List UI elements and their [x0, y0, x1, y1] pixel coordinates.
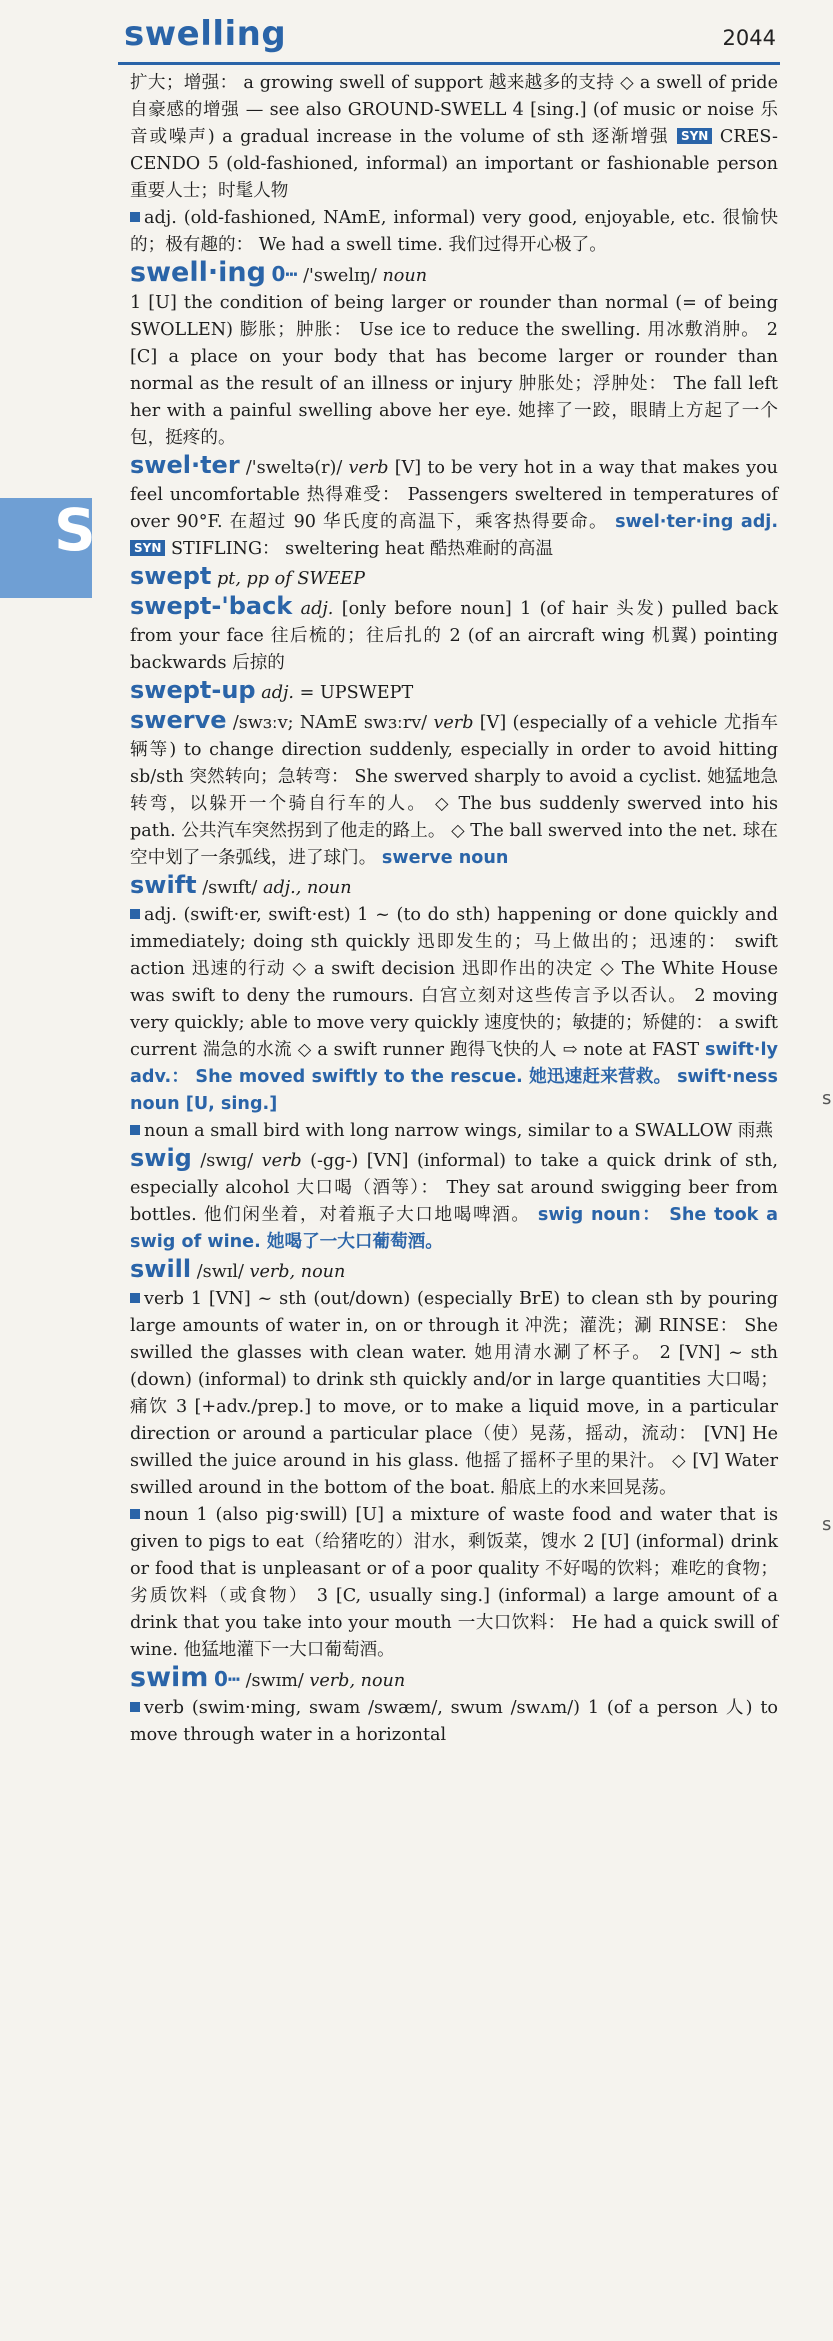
margin-mark: s — [822, 1088, 832, 1109]
entry-swift-noun — [130, 1118, 778, 1145]
entry-swill — [130, 1256, 778, 1286]
syn-label: SYN — [677, 128, 712, 144]
derived-form: swig noun： She took a swig of wine. 她喝了一大口葡萄酒。 — [130, 1205, 779, 1252]
entry-swift — [130, 872, 778, 902]
entry-swift-adj — [130, 902, 778, 1118]
entry-text: 1 [U] the condition of being larger or rounder than normal (= of being SWOLLEN) 膨胀；肿胀： Use ice to reduce the swelling. 用冰敷消肿。 2 [C] a place on your body that has become larger or rounder than normal as the result of an illness or injury 肿胀处；浮肿处： The fall left her with a painful swelling above her eye. 她摔了一跤，眼睛上方起了一个包，挺疼的。 — [130, 293, 778, 448]
headword: swept — [130, 562, 212, 590]
page-header — [118, 6, 780, 65]
sense-bullet — [130, 1702, 140, 1712]
key-icon: 0┅ — [271, 262, 298, 286]
entry-swept — [130, 563, 778, 593]
entry-text: verb 1 [VN] ~ sth (out/down) (especially BrE) to clean sth by pouring large amounts of water in, on or through it 冲洗；灌洗；涮 RINSE： She swilled the glasses with clean water. 她用清水涮了杯子。 2 [VN] ~ sth (down) (informal) to drink sth quickly and/or in large quantities 大口喝；痛饮 3 [+adv./prep.] to move, or to make a liquid move, in a particular direction or around a particular place（使）晃荡，摇动，流动： [VN] He swilled the juice around in his glass. 他摇了摇杯子里的果汁。 ◇ [V] Water swilled around in the bottom of the boat. 船底上的水来回晃荡。 — [130, 1289, 778, 1498]
entry-text: adj. (swift·er, swift·est) 1 ~ (to do sth) happening or done quickly and immediately; doing sth quickly 迅即发生的；马上做出的；迅速的： swift action 迅速的行动 ◇ a swift decision 迅即作出的决定 ◇ The White House was swift to deny the rumours. 白宫立刻对这些传言予以否认。 2 moving very quickly; able to move very quickly 速度快的；敏捷的；矫健的： a swift current 湍急的水流 ◇ a swift runner 跑得飞快的人 ⇨ note at FAST — [130, 905, 778, 1060]
thumb-index-letter: S — [54, 496, 96, 564]
entry-text: [V] (especially of a vehicle 尤指车辆等) to change direction suddenly, especially in order to avoid hitting sb/sth 突然转向；急转弯： She swerved sharply to avoid a cyclist. 她猛地急转弯，以躲开一个骑自行车的人。 ◇ The bus suddenly swerved into his path. 公共汽车突然拐到了他走的路上。 ◇ The ball swerved into the net. 球在空中划了一条弧线，进了球门。 — [130, 713, 779, 868]
part-of-speech: adj. — [300, 599, 334, 619]
entry-text: = UPSWEPT — [299, 683, 414, 703]
part-of-speech: verb, noun — [309, 1671, 406, 1691]
derived-form: swel·ter·ing adj. — [615, 512, 779, 532]
key-icon: 0┅ — [214, 1667, 240, 1691]
derived-form: swift·ly adv.： She moved swiftly to the rescue. 她迅速赶来营救。 — [130, 1040, 778, 1087]
entry-swelling-body — [130, 290, 778, 452]
derived-form: swift·ness noun [U, sing.] — [130, 1067, 778, 1114]
part-of-speech: verb — [261, 1151, 302, 1171]
entry-text: [only before noun] 1 (of hair 头发) pulled back from your face 往后梳的；往后扎的 2 (of an aircraft wing 机翼) pointing backwards 后掠的 — [130, 599, 779, 673]
pronunciation: /swɪm/ — [245, 1671, 304, 1691]
headword: swim — [130, 1662, 209, 1693]
entry-swell-adj — [130, 205, 778, 259]
part-of-speech: noun — [382, 266, 428, 286]
page-number: 2044 — [722, 26, 776, 50]
entry-swelter — [130, 452, 778, 563]
sense-bullet — [130, 909, 140, 919]
entry-text: STIFLING： sweltering heat 酷热难耐的高温 — [170, 539, 554, 559]
margin-mark: s — [822, 1514, 832, 1535]
syn-label: SYN — [130, 540, 165, 556]
pronunciation: /'sweltə(r)/ — [245, 458, 343, 478]
headword: swerve — [130, 706, 227, 734]
headword: swell·ing — [130, 257, 266, 288]
pronunciation: /swɪft/ — [202, 878, 258, 898]
part-of-speech: adj. — [261, 683, 295, 703]
sense-bullet — [130, 1125, 140, 1135]
entry-text: [V] to be very hot in a way that makes you feel uncomfortable 热得难受： Passengers sweltered in temperatures of over 90°F. 在超过 90 华氏度的高温下，乘客热得要命。 — [130, 458, 779, 532]
entry-swerve — [130, 707, 778, 872]
headword: swig — [130, 1144, 192, 1172]
entry-swig — [130, 1145, 778, 1256]
part-of-speech: adj., noun — [262, 878, 352, 898]
sense-bullet — [130, 1293, 140, 1303]
pronunciation: /swɪl/ — [196, 1262, 244, 1282]
running-head: swelling — [124, 14, 287, 54]
headword: swel·ter — [130, 451, 240, 479]
pronunciation: /swɪɡ/ — [200, 1151, 254, 1171]
entry-text: noun a small bird with long narrow wings, similar to a SWALLOW 雨燕 — [144, 1121, 773, 1141]
part-of-speech: verb — [348, 458, 389, 478]
part-of-speech: verb, noun — [249, 1262, 346, 1282]
headword: swill — [130, 1255, 192, 1283]
entry-text: verb (swim·ming, swam /swæm/, swum /swʌm/) 1 (of a person 人) to move through water in a horizontal — [130, 1698, 778, 1745]
dictionary-column — [130, 70, 778, 1749]
entry-text: 扩大；增强： a growing swell of support 越来越多的支持 ◇ a swell of pride 自豪感的增强 — see also GROUND-SWELL 4 [sing.] (of music or noise 乐音或噪声) a gradual increase in the volume of sth 逐渐增强 — [130, 73, 778, 147]
entry-text: noun 1 (also pig·swill) [U] a mixture of waste food and water that is given to pigs to eat（给猪吃的）泔水，剩饭菜，馊水 2 [U] (informal) drink or food that is unpleasant or of a poor quality 不好喝的饮料；难吃的食物；劣质饮料（或食物） 3 [C, usually sing.] (informal) a large amount of a drink that you take into your mouth 一大口饮料： He had a quick swill of wine. 他猛地灌下一大口葡萄酒。 — [130, 1505, 778, 1660]
entry-text: (-gg-) [VN] (informal) to take a quick drink of sth, especially alcohol 大口喝（酒等）： They sat around swigging beer from bottles. 他们闲坐着，对着瓶子大口地喝啤酒。 — [130, 1151, 779, 1225]
entry-swim — [130, 1664, 778, 1695]
entry-text: pt, pp of SWEEP — [216, 569, 365, 589]
sense-bullet — [130, 212, 140, 222]
entry-text: adj. (old-fashioned, NAmE, informal) very good, enjoyable, etc. 很愉快的；极有趣的： We had a swell time. 我们过得开心极了。 — [130, 208, 778, 255]
entry-swim-verb — [130, 1695, 778, 1749]
sense-bullet — [130, 1509, 140, 1519]
headword: swept-up — [130, 676, 256, 704]
pronunciation: /swɜːv; NAmE swɜːrv/ — [232, 713, 428, 733]
entry-swelling — [130, 259, 778, 290]
entry-swept-up — [130, 677, 778, 707]
pronunciation: /'swelɪŋ/ — [303, 266, 377, 286]
entry-swill-verb — [130, 1286, 778, 1502]
entry-swill-noun — [130, 1502, 778, 1664]
part-of-speech: verb — [433, 713, 474, 733]
headword: swift — [130, 871, 197, 899]
entry-text: CRES-CENDO 5 (old-fashioned, informal) an important or fashionable person 重要人士；时髦人物 — [130, 127, 779, 201]
headword: swept-'back — [130, 592, 293, 620]
entry-swell-continued — [130, 70, 778, 205]
derived-form: swerve noun — [381, 848, 509, 868]
entry-swept-back — [130, 593, 778, 677]
